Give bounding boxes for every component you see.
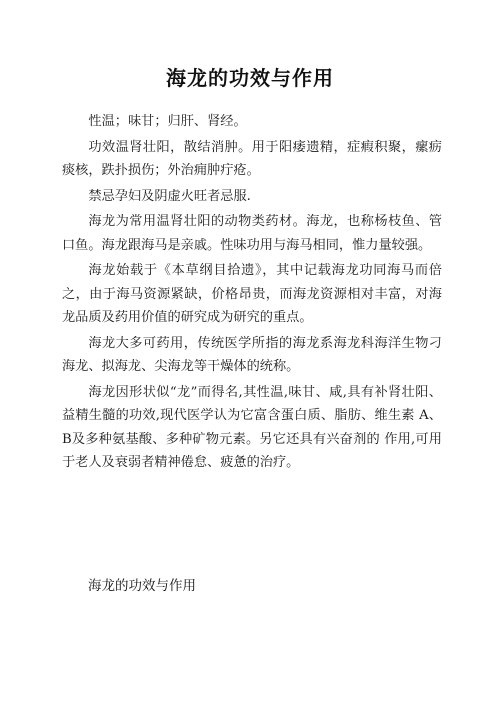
paragraph-intro: 海龙为常用温肾壮阳的动物类药材。海龙，也称杨枝鱼、管口鱼。海龙跟海马是亲戚。性味功用与海马相同，惟力量较强。 <box>62 214 442 253</box>
paragraph-efficacy: 功效温肾壮阳，散结消肿。用于阳痿遗精，症瘕积聚，瘰疬痰核，跌扑损伤；外治痈肿疔疮。 <box>62 139 442 178</box>
page-title: 海龙的功效与作用 <box>166 66 334 90</box>
section-subheading: 海龙的功效与作用 <box>88 578 196 594</box>
paragraph-contraindication: 禁忌孕妇及阴虚火旺者忌服. <box>88 188 251 204</box>
paragraph-history: 海龙始载于《本草纲目拾遗》，其中记载海龙功同海马而倍之，由于海马资源紧缺，价格昂贵，而海龙资源相对丰富，对海龙品质及药用价值的研究成为研究的重点。 <box>62 263 442 325</box>
paragraph-modern-use: 海龙因形状似“龙”而得名,其性温,味甘、咸,具有补肾壮阳、 益精生髓的功效,现代医学认为它富含蛋白质、脂肪、维生素 A、B及多种氨基酸、多种矿物元素。另它还具有兴奋剂的 作用,可用于老人及衰弱者精神倦怠、疲惫的治疗。 <box>62 384 442 470</box>
document-body <box>62 110 442 475</box>
paragraph-species: 海龙大多可药用，传统医学所指的海龙系海龙科海洋生物刁海龙、拟海龙、尖海龙等干燥体的统称。 <box>62 335 442 374</box>
paragraph-nature: 性温；味甘；归肝、肾经。 <box>88 114 247 129</box>
